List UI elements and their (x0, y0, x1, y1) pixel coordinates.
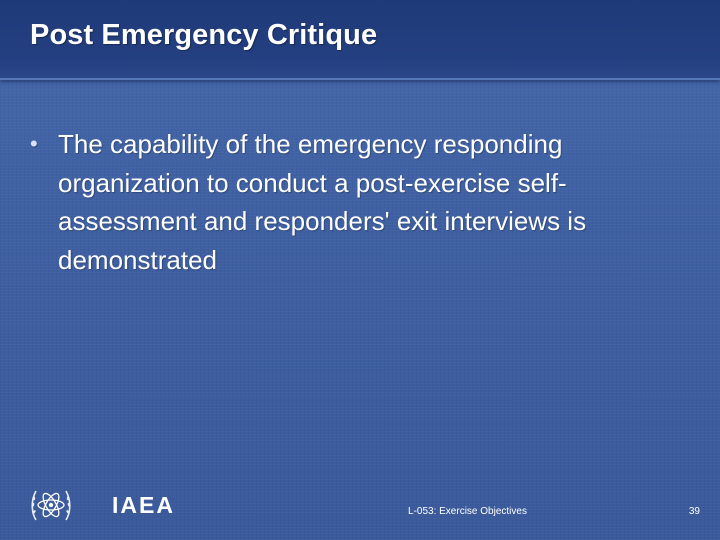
slide-content (30, 125, 690, 279)
iaea-logo-text: IAEA (112, 492, 175, 518)
bullet-icon: • (30, 131, 38, 156)
bullet-item (30, 125, 690, 279)
footer-page-number: 39 (688, 506, 700, 517)
title-bar (0, 0, 720, 80)
footer-logo (28, 482, 288, 530)
bullet-text: The capability of the emergency responding organization to conduct a post-exercise self-assessment and responders' exit interviews is demonstrated (58, 129, 587, 275)
iaea-emblem-icon (28, 482, 74, 528)
footer-course-title: L-053: Exercise Objectives (408, 506, 527, 517)
slide-title: Post Emergency Critique (30, 19, 378, 51)
